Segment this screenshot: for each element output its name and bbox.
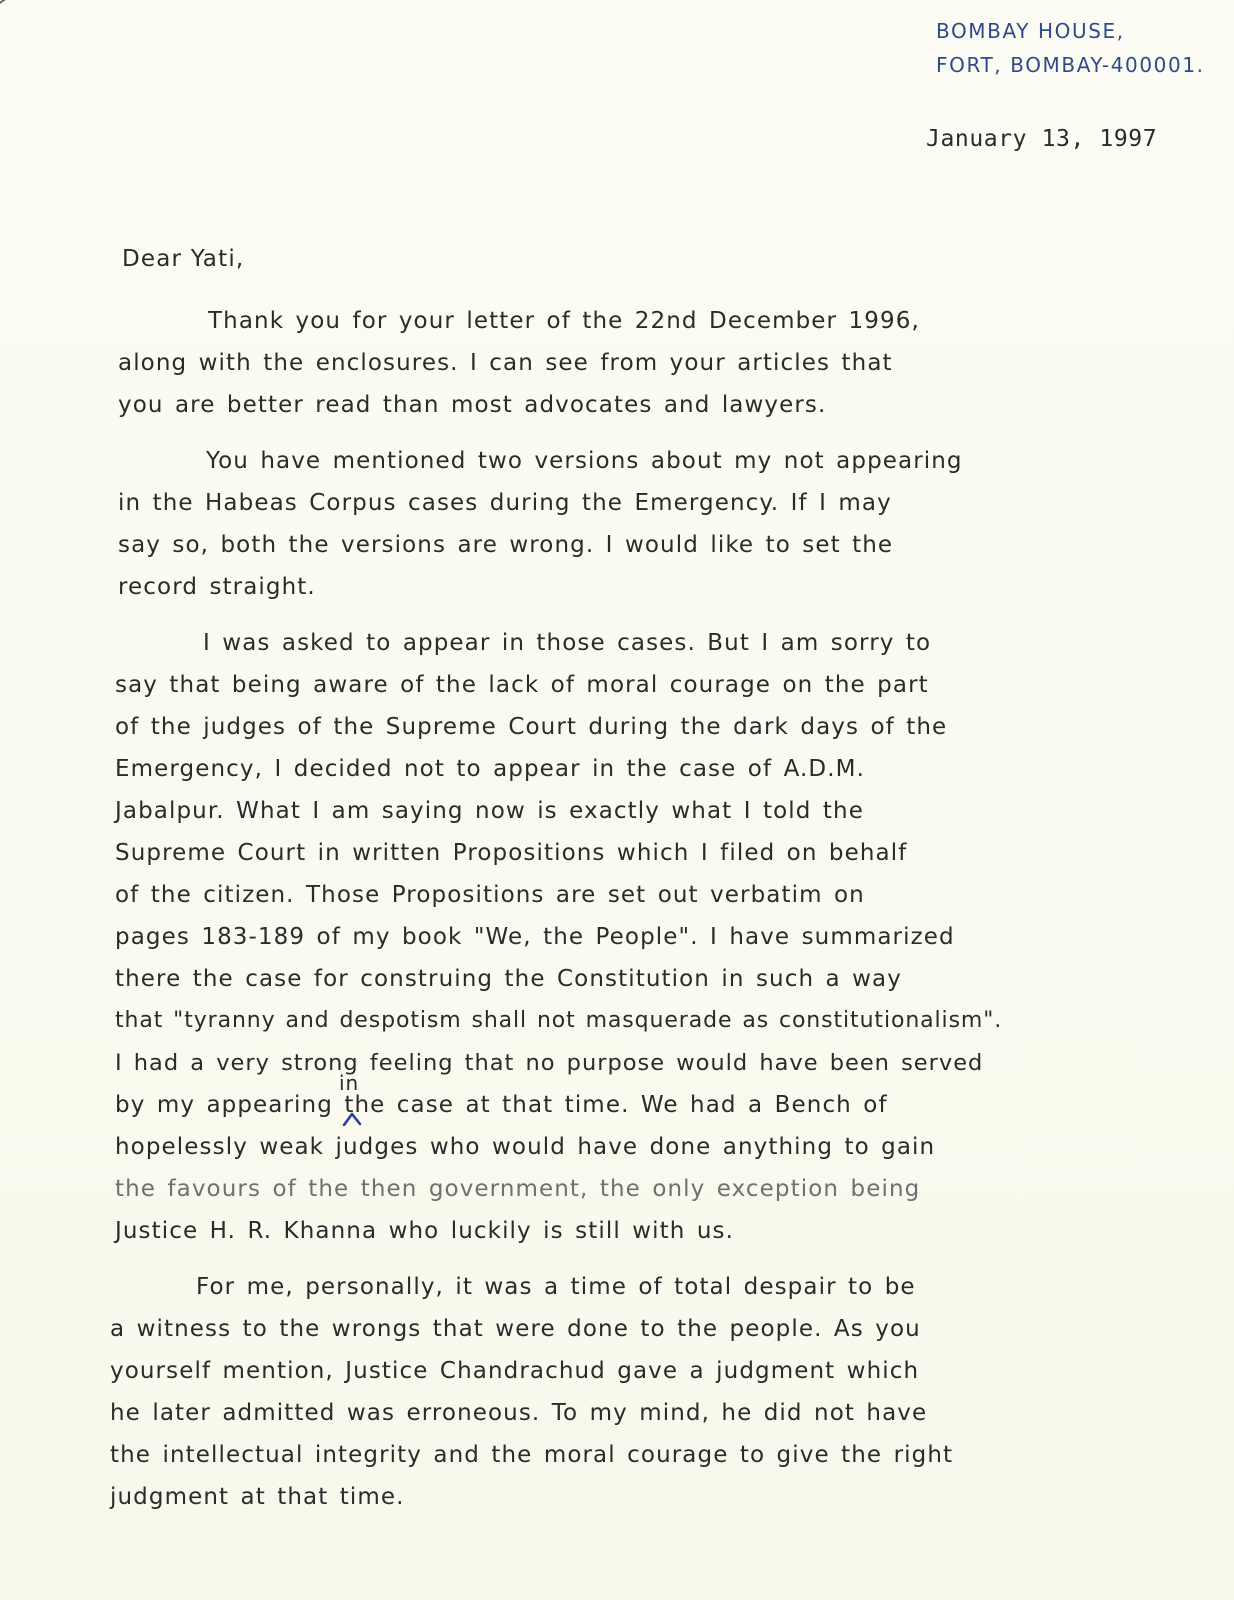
salutation: Dear Yati, bbox=[122, 246, 245, 272]
paragraph-1 bbox=[110, 300, 1140, 426]
text-line: the favours of the then government, the only exception being bbox=[115, 1176, 921, 1202]
text-line: pages 183-189 of my book "We, the People". I have summarized bbox=[115, 924, 955, 950]
letterhead-line-1: BOMBAY HOUSE, bbox=[936, 19, 1125, 43]
text-line: Thank you for your letter of the 22nd December 1996, bbox=[208, 308, 920, 334]
text-line: Jabalpur. What I am saying now is exactly what I told the bbox=[115, 798, 864, 824]
caret-insertion-mark bbox=[342, 1112, 362, 1126]
text-line: judgment at that time. bbox=[110, 1484, 405, 1510]
text-line: Justice H. R. Khanna who luckily is still with us. bbox=[115, 1218, 735, 1244]
text-line: Supreme Court in written Propositions which I filed on behalf bbox=[115, 840, 908, 866]
text-line-with-insertion bbox=[110, 1071, 1140, 1126]
text-line: say so, both the versions are wrong. I would like to set the bbox=[118, 532, 894, 558]
letterhead-line-2: FORT, BOMBAY-400001. bbox=[936, 53, 1205, 77]
text-line: You have mentioned two versions about my not appearing bbox=[206, 448, 963, 474]
letter-body bbox=[110, 300, 1140, 1532]
text-line: of the citizen. Those Propositions are set out verbatim on bbox=[115, 882, 865, 908]
text-line: you are better read than most advocates and lawyers. bbox=[118, 392, 827, 418]
text-line: of the judges of the Supreme Court during the dark days of the bbox=[115, 714, 948, 740]
text-line: yourself mention, Justice Chandrachud gave a judgment which bbox=[110, 1358, 920, 1384]
text-line: I was asked to appear in those cases. But I am sorry to bbox=[203, 630, 932, 656]
text-line: in the Habeas Corpus cases during the Emergency. If I may bbox=[118, 490, 892, 516]
paragraph-4 bbox=[110, 1266, 1140, 1518]
text-line: along with the enclosures. I can see from your articles that bbox=[118, 350, 893, 376]
text-line: he later admitted was erroneous. To my mind, he did not have bbox=[110, 1400, 928, 1426]
letter-date: January 13, 1997 bbox=[926, 126, 1158, 152]
text-line: by my appearing the case at that time. We had a Bench of bbox=[115, 1092, 888, 1118]
text-line: I had a very strong feeling that no purpose would have been served bbox=[115, 1050, 984, 1076]
text-line: record straight. bbox=[118, 574, 316, 600]
text-line: the intellectual integrity and the moral courage to give the right bbox=[110, 1442, 954, 1468]
text-line: Emergency, I decided not to appear in the case of A.D.M. bbox=[115, 756, 865, 782]
paragraph-2 bbox=[110, 440, 1140, 608]
corner-fold-mark bbox=[0, 0, 22, 8]
paragraph-3 bbox=[110, 622, 1140, 1252]
text-line: hopelessly weak judges who would have done anything to gain bbox=[115, 1134, 936, 1160]
text-line: a witness to the wrongs that were done to the people. As you bbox=[110, 1316, 921, 1342]
text-line: there the case for construing the Constitution in such a way bbox=[115, 966, 902, 992]
letterhead-address bbox=[936, 14, 1226, 82]
text-line: say that being aware of the lack of moral courage on the part bbox=[115, 672, 929, 698]
text-line: For me, personally, it was a time of total despair to be bbox=[196, 1274, 916, 1300]
handwritten-insertion: in bbox=[339, 1071, 360, 1095]
text-line: that "tyranny and despotism shall not masquerade as constitutionalism". bbox=[115, 1008, 1003, 1033]
